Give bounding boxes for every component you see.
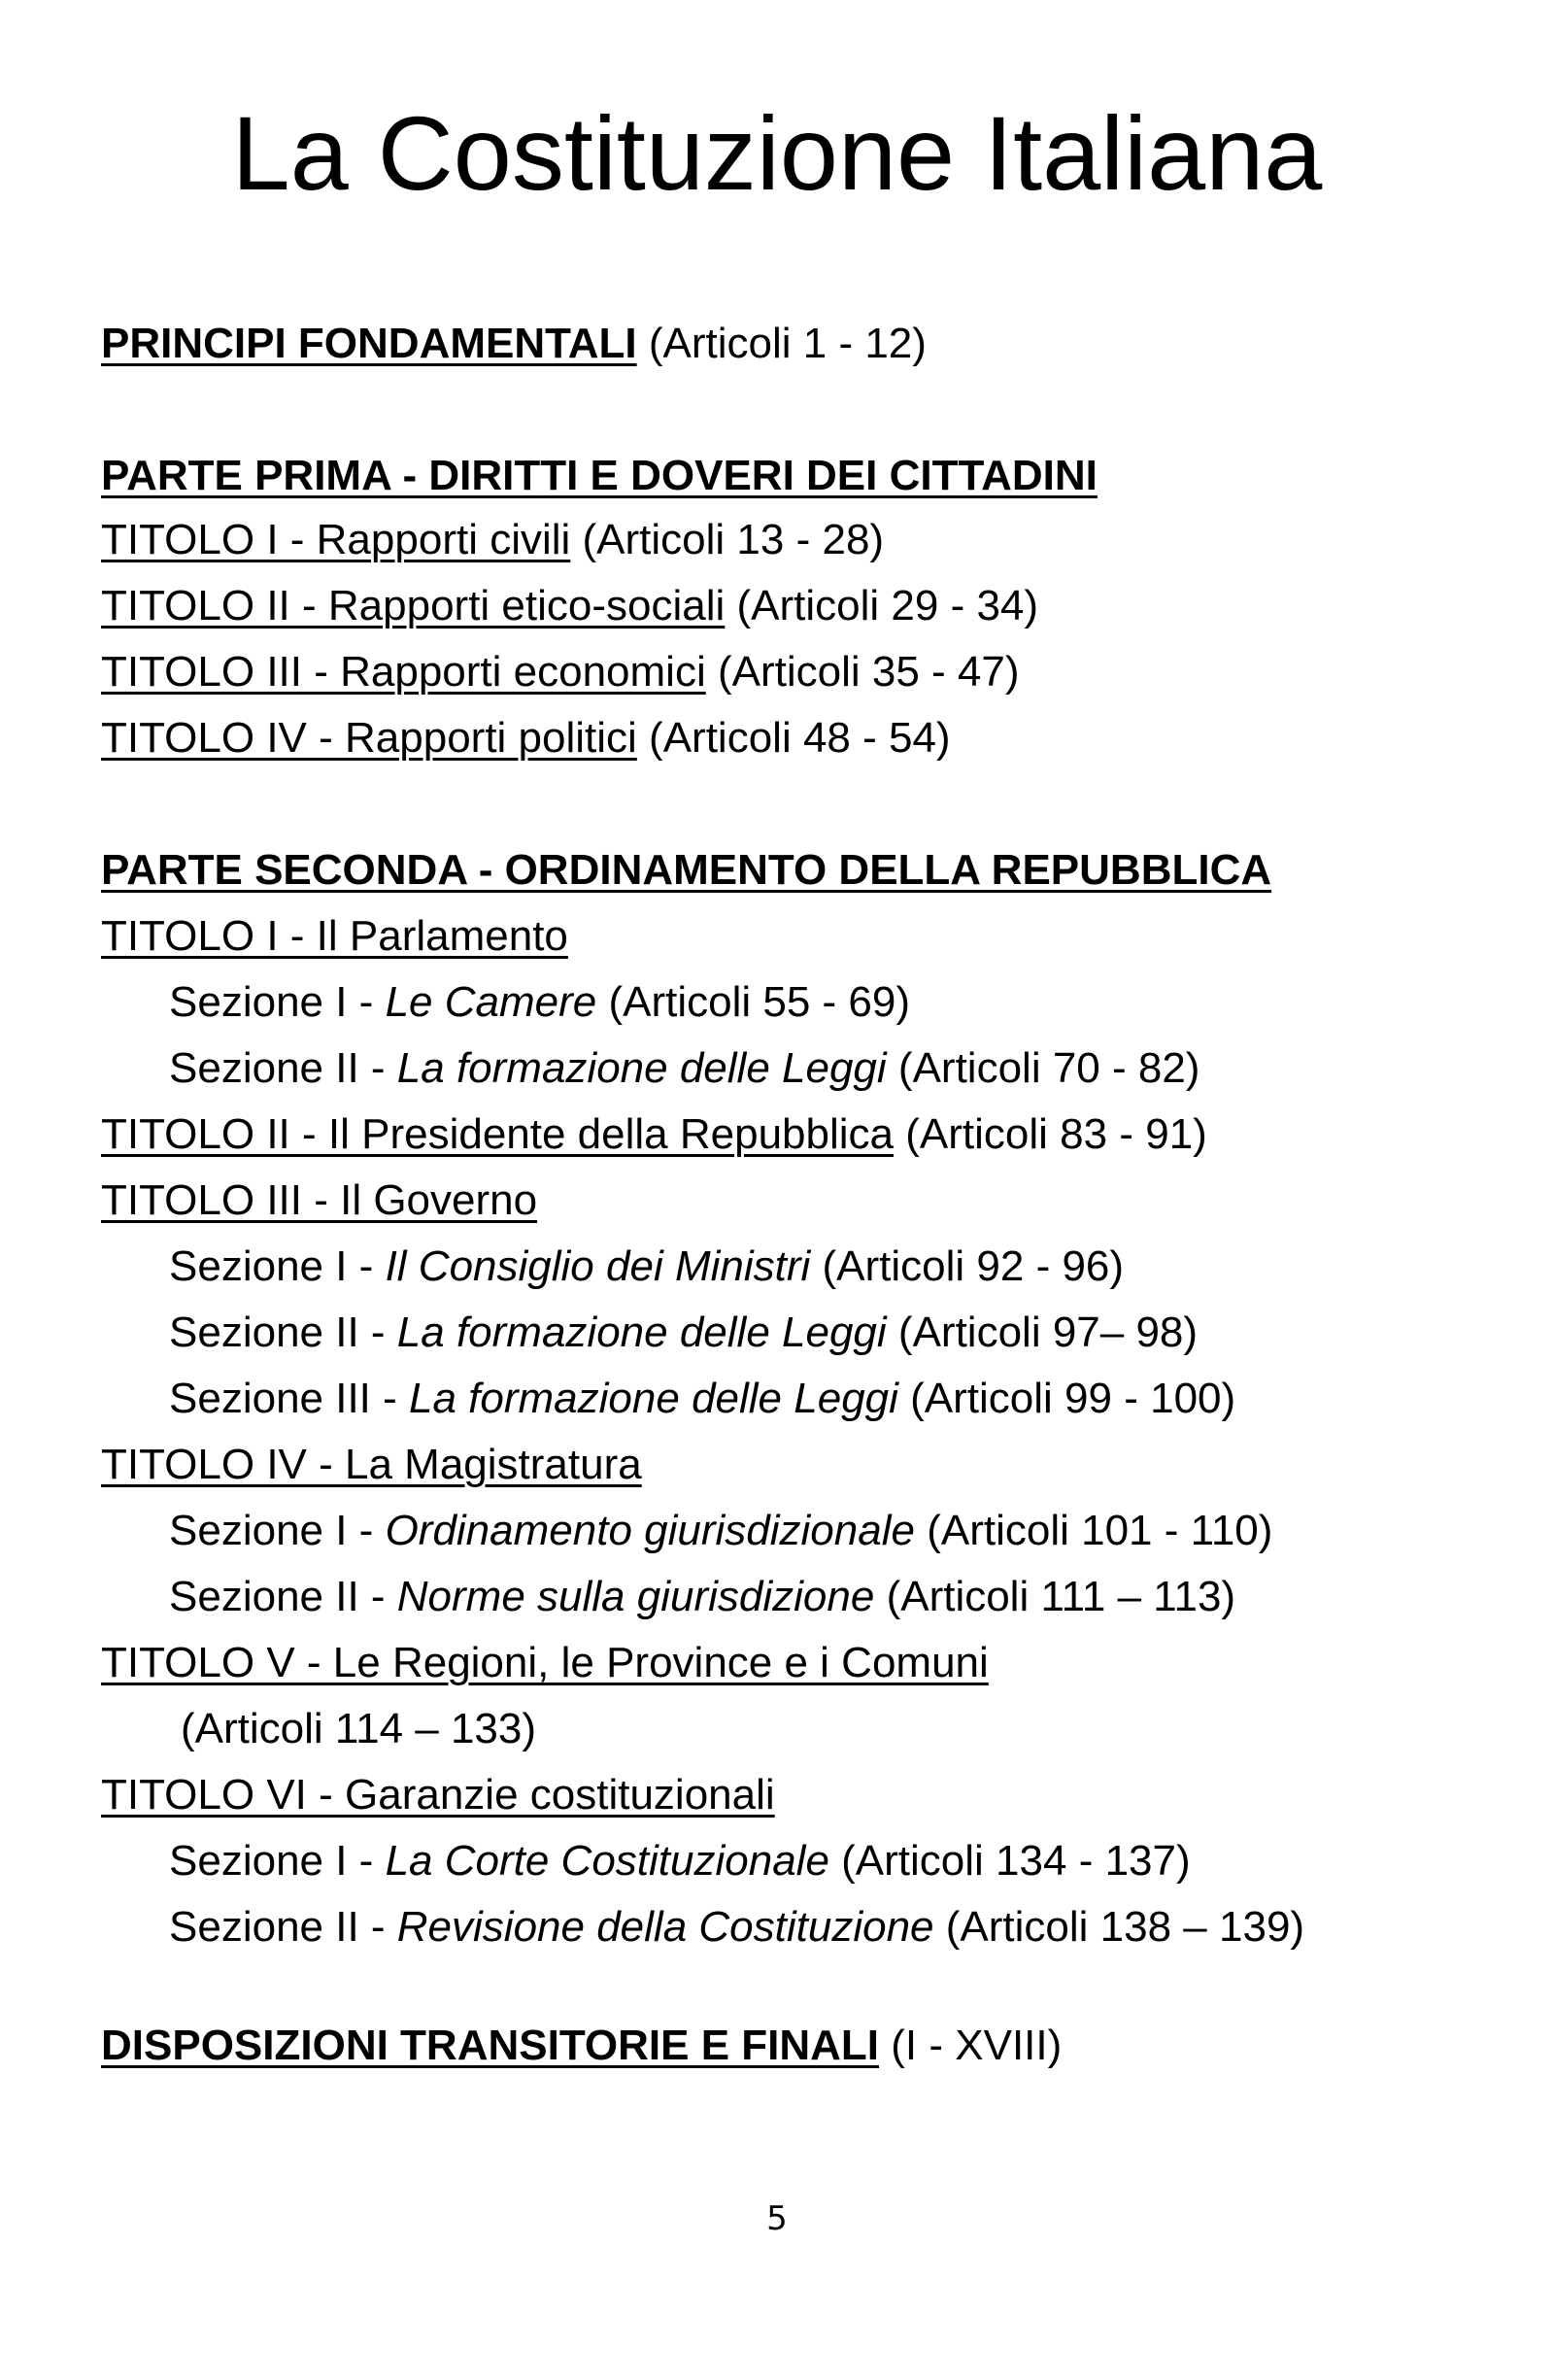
sezione-prefix: Sezione III - <box>169 1375 410 1422</box>
titolo-link[interactable]: TITOLO I - Rapporti civili <box>101 516 571 563</box>
sezione-range: (Articoli 55 - 69) <box>608 978 911 1026</box>
page-title: La Costituzione Italiana <box>231 94 1323 212</box>
titolo-regioni[interactable]: TITOLO V - Le Regioni, le Province e i Comuni <box>101 1639 989 1686</box>
sezione-name: Revisione della Costituzione <box>396 1903 934 1951</box>
titolo-range: (Articoli 13 - 28) <box>582 516 885 563</box>
sezione-line <box>169 1306 1198 1360</box>
sezione-line <box>169 1834 1191 1888</box>
sezione-line <box>169 1041 1199 1096</box>
sezione-range: (Articoli 111 – 113) <box>886 1573 1236 1620</box>
sezione-prefix: Sezione I - <box>169 1507 386 1554</box>
sezione-prefix: Sezione II - <box>169 1903 397 1951</box>
sezione-name: La formazione delle Leggi <box>409 1375 898 1422</box>
principi-range: (Articoli 1 - 12) <box>648 320 927 367</box>
titolo-governo[interactable]: TITOLO III - Il Governo <box>101 1176 538 1224</box>
parte-prima-titolo-4 <box>101 711 951 765</box>
parte-prima-titolo-3 <box>101 645 1020 699</box>
titolo-link[interactable]: TITOLO III - Rapporti economici <box>101 648 706 696</box>
sezione-name: La formazione delle Leggi <box>396 1309 887 1356</box>
titolo-range: (Articoli 83 - 91) <box>905 1110 1207 1158</box>
titolo-link[interactable]: TITOLO IV - Rapporti politici <box>101 714 637 762</box>
disposizioni-line <box>101 2019 1062 2073</box>
sezione-name: Ordinamento giurisdizionale <box>385 1507 915 1554</box>
titolo-parlamento[interactable]: TITOLO I - Il Parlamento <box>101 912 568 960</box>
titolo-garanzie[interactable]: TITOLO VI - Garanzie costituzionali <box>101 1771 775 1819</box>
sezione-line <box>169 1240 1124 1294</box>
sezione-prefix: Sezione I - <box>169 978 386 1026</box>
sezione-line <box>169 975 910 1030</box>
sezione-prefix: Sezione II - <box>169 1309 397 1356</box>
sezione-line <box>169 1372 1235 1426</box>
sezione-prefix: Sezione II - <box>169 1573 397 1620</box>
sezione-prefix: Sezione II - <box>169 1044 397 1092</box>
parte-prima-heading[interactable]: PARTE PRIMA - DIRITTI E DOVERI DEI CITTADINI <box>101 452 1098 499</box>
titolo-magistratura[interactable]: TITOLO IV - La Magistratura <box>101 1441 642 1488</box>
sezione-line <box>169 1570 1235 1624</box>
sezione-range: (Articoli 99 - 100) <box>910 1375 1236 1422</box>
titolo-presidente[interactable]: TITOLO II - Il Presidente della Repubblica <box>101 1110 895 1158</box>
disposizioni-heading[interactable]: DISPOSIZIONI TRANSITORIE E FINALI <box>101 2022 880 2069</box>
parte-prima-titolo-1 <box>101 513 884 567</box>
parte-seconda-heading[interactable]: PARTE SECONDA - ORDINAMENTO DELLA REPUBBLICA <box>101 846 1272 894</box>
disposizioni-range: (I - XVIII) <box>891 2022 1063 2069</box>
page-number: 5 <box>766 2199 788 2238</box>
sezione-line <box>169 1900 1304 1955</box>
sezione-name: La Corte Costituzionale <box>385 1837 829 1885</box>
titolo-link[interactable]: TITOLO II - Rapporti etico-sociali <box>101 582 726 629</box>
principi-heading[interactable]: PRINCIPI FONDAMENTALI <box>101 320 637 367</box>
sezione-range: (Articoli 138 – 139) <box>945 1903 1305 1951</box>
sezione-range: (Articoli 70 - 82) <box>897 1044 1200 1092</box>
titolo-range: (Articoli 48 - 54) <box>649 714 951 762</box>
sezione-range: (Articoli 97– 98) <box>897 1309 1199 1356</box>
sezione-range: (Articoli 101 - 110) <box>927 1507 1273 1554</box>
sezione-name: La formazione delle Leggi <box>396 1044 887 1092</box>
sezione-name: Norme sulla giurisdizione <box>396 1573 875 1620</box>
sezione-line <box>169 1504 1272 1558</box>
sezione-prefix: Sezione I - <box>169 1242 386 1290</box>
parte-prima-titolo-2 <box>101 579 1038 633</box>
principi-line <box>101 317 927 371</box>
sezione-name: Il Consiglio dei Ministri <box>385 1242 811 1290</box>
titolo-range: (Articoli 29 - 34) <box>736 582 1039 629</box>
sezione-range: (Articoli 134 - 137) <box>841 1837 1191 1885</box>
sezione-range: (Articoli 92 - 96) <box>822 1242 1125 1290</box>
sezione-name: Le Camere <box>385 978 597 1026</box>
sezione-prefix: Sezione I - <box>169 1837 386 1885</box>
titolo-regioni-range: (Articoli 114 – 133) <box>181 1705 537 1752</box>
titolo-presidente-line <box>101 1107 1207 1162</box>
titolo-range: (Articoli 35 - 47) <box>717 648 1020 696</box>
